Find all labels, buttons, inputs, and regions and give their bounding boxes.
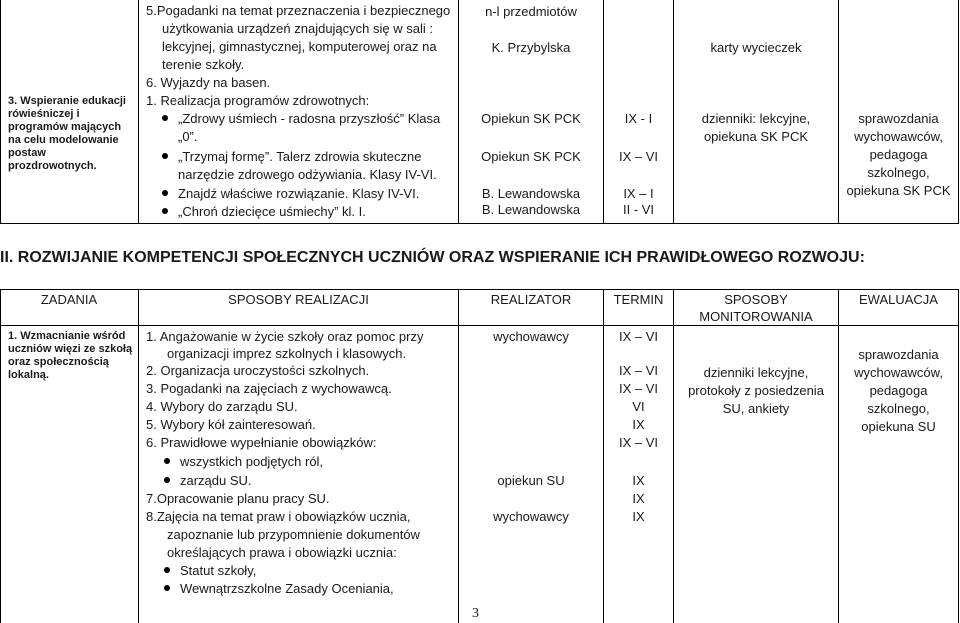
bottom-monitoring-0: dzienniki lekcyjne, bbox=[703, 365, 809, 380]
bottom-method-1: organizacji imprez szkolnych i klasowych. bbox=[167, 346, 407, 361]
evaluation-4: opiekuna SK PCK bbox=[846, 183, 951, 198]
goal-line-4: postaw bbox=[8, 147, 46, 159]
header-top-border bbox=[0, 289, 959, 290]
bottom-monitoring-2: SU, ankiety bbox=[722, 401, 790, 416]
header-realizer: REALIZATOR bbox=[490, 292, 572, 307]
term-0: IX - I bbox=[624, 111, 653, 126]
program-bullet-0: „Zdrowy uśmiech - radosna przyszłość” Klasa bbox=[162, 111, 440, 127]
header-monitoring-2: MONITOROWANIA bbox=[699, 309, 813, 324]
monitoring-0: karty wycieczek bbox=[710, 40, 802, 55]
term-2: IX – I bbox=[623, 186, 654, 201]
bottom-evaluation-0: sprawozdania bbox=[858, 347, 939, 362]
header-monitoring-1: SPOSOBY bbox=[724, 292, 788, 307]
bottom-term-7: IX bbox=[632, 491, 645, 506]
task-line-0: 1. Wzmacnianie wśród bbox=[8, 330, 126, 342]
method-line-5: 1. Realizacja programów zdrowotnych: bbox=[146, 93, 370, 108]
evaluation-1: wychowawców, bbox=[854, 129, 943, 144]
bottom-term-3: VI bbox=[632, 399, 645, 414]
bottom-method-11: zapoznanie lub przypomnienie dokumentów bbox=[167, 527, 420, 542]
task-line-2: oraz społecznością bbox=[8, 356, 109, 368]
bottom-method-bullet-1: zarządu SU. bbox=[164, 473, 252, 489]
bottom-evaluation-3: szkolnego, bbox=[867, 401, 930, 416]
monitoring-2: opiekuna SK PCK bbox=[703, 129, 809, 144]
bottom-evaluation-4: opiekuna SU bbox=[861, 419, 936, 434]
bottom-method-2: 2. Organizacja uroczystości szkolnych. bbox=[146, 363, 370, 378]
bullet-icon bbox=[164, 458, 170, 464]
header-methods: SPOSOBY REALIZACJI bbox=[228, 292, 369, 307]
realizer-1: K. Przybylska bbox=[491, 40, 571, 55]
goal-line-5: prozdrowotnych. bbox=[8, 160, 97, 172]
bottom-method-9: 7.Opracowanie planu pracy SU. bbox=[146, 491, 330, 506]
bullet-icon bbox=[162, 190, 168, 196]
header-term: TERMIN bbox=[613, 292, 664, 307]
bottom-realizer-0: wychowawcy bbox=[493, 329, 569, 344]
bottom-term-6: IX bbox=[632, 473, 645, 488]
bottom-realizer-2: wychowawcy bbox=[493, 509, 569, 524]
bottom-method-bullet-2: Statut szkoły, bbox=[164, 563, 256, 579]
goal-line-2: programów mających bbox=[8, 121, 122, 133]
bottom-method-5: 5. Wybory kół zainteresowań. bbox=[146, 417, 316, 432]
monitoring-1: dzienniki: lekcyjne, bbox=[701, 111, 811, 126]
term-1: IX – VI bbox=[618, 149, 659, 164]
program-bullet-2: Znajdź właściwe rozwiązanie. Klasy IV-VI. bbox=[162, 186, 419, 202]
page-number: 3 bbox=[472, 606, 479, 621]
method-line-3: terenie szkoły. bbox=[162, 57, 245, 72]
bottom-method-10: 8.Zajęcia na temat praw i obowiązków ucznia, bbox=[146, 509, 411, 524]
bottom-term-5: IX – VI bbox=[618, 435, 659, 450]
bullet-icon bbox=[164, 477, 170, 483]
goal-line-3: na celu modelowanie bbox=[8, 134, 119, 146]
bottom-method-6: 6. Prawidłowe wypełnianie obowiązków: bbox=[146, 435, 377, 450]
bottom-term-8: IX bbox=[632, 509, 645, 524]
method-line-4: 6. Wyjazdy na basen. bbox=[146, 75, 271, 90]
realizer-4: B. Lewandowska bbox=[481, 186, 581, 201]
bottom-realizer-1: opiekun SU bbox=[497, 473, 565, 488]
goal-line-1: rówieśniczej i bbox=[8, 108, 80, 120]
header-bottom-border bbox=[0, 325, 959, 326]
bottom-monitoring-1: protokoły z posiedzenia bbox=[688, 383, 824, 398]
bottom-evaluation-1: wychowawców, bbox=[854, 365, 943, 380]
method-line-1: użytkowania urządzeń znajdujących się w sali : bbox=[162, 21, 433, 36]
evaluation-3: szkolnego, bbox=[867, 165, 930, 180]
program-bullet-3: „Chroń dziecięce uśmiechy” kl. I. bbox=[162, 204, 366, 220]
program-bullet-1-cont: narzędzie zdrowego odżywiania. Klasy IV-VI. bbox=[178, 167, 437, 182]
bottom-term-2: IX – VI bbox=[618, 381, 659, 396]
evaluation-0: sprawozdania bbox=[858, 111, 939, 126]
task-line-1: uczniów więzi ze szkołą bbox=[8, 343, 133, 355]
term-3: II - VI bbox=[622, 202, 655, 217]
realizer-3: Opiekun SK PCK bbox=[481, 149, 581, 164]
bottom-method-4: 4. Wybory do zarządu SU. bbox=[146, 399, 298, 414]
program-bullet-1: „Trzymaj formę”. Talerz zdrowia skuteczne bbox=[162, 149, 421, 165]
goal-line-0: 3. Wspieranie edukacji bbox=[8, 95, 126, 107]
realizer-5: B. Lewandowska bbox=[481, 202, 581, 217]
method-line-0: 5.Pogadanki na temat przeznaczenia i bezpiecznego bbox=[146, 3, 451, 18]
section-heading: II. ROZWIJANIE KOMPETENCJI SPOŁECZNYCH UCZNIÓW ORAZ WSPIERANIE ICH PRAWIDŁOWEGO ROZWOJU: bbox=[0, 249, 865, 266]
bottom-term-4: IX bbox=[632, 417, 645, 432]
bottom-evaluation-2: pedagoga bbox=[869, 383, 928, 398]
header-evaluation: EWALUACJA bbox=[859, 292, 938, 307]
bullet-icon bbox=[162, 153, 168, 159]
bottom-method-12: określających prawa i obowiązki ucznia: bbox=[167, 545, 397, 560]
bullet-icon bbox=[162, 115, 168, 121]
bottom-method-3: 3. Pogadanki na zajęciach z wychowawcą. bbox=[146, 381, 392, 396]
bottom-method-bullet-0: wszystkich podjętych ról, bbox=[164, 454, 323, 470]
bottom-term-1: IX – VI bbox=[618, 363, 659, 378]
program-bullet-0-cont: „0”. bbox=[178, 129, 198, 144]
bottom-method-0: 1. Angażowanie w życie szkoły oraz pomoc przy bbox=[146, 329, 424, 344]
bullet-icon bbox=[164, 567, 170, 573]
bottom-term-0: IX – VI bbox=[618, 329, 659, 344]
header-tasks: ZADANIA bbox=[40, 292, 98, 307]
bottom-method-bullet-3: Wewnątrzszkolne Zasady Oceniania, bbox=[164, 581, 394, 597]
task-line-3: lokalną. bbox=[8, 369, 49, 381]
realizer-2: Opiekun SK PCK bbox=[481, 111, 581, 126]
bullet-icon bbox=[162, 208, 168, 214]
realizer-0: n-l przedmiotów bbox=[485, 4, 577, 19]
bullet-icon bbox=[164, 585, 170, 591]
evaluation-2: pedagoga bbox=[869, 147, 928, 162]
method-line-2: lekcyjnej, gimnastycznej, komputerowej oraz na bbox=[162, 39, 437, 54]
